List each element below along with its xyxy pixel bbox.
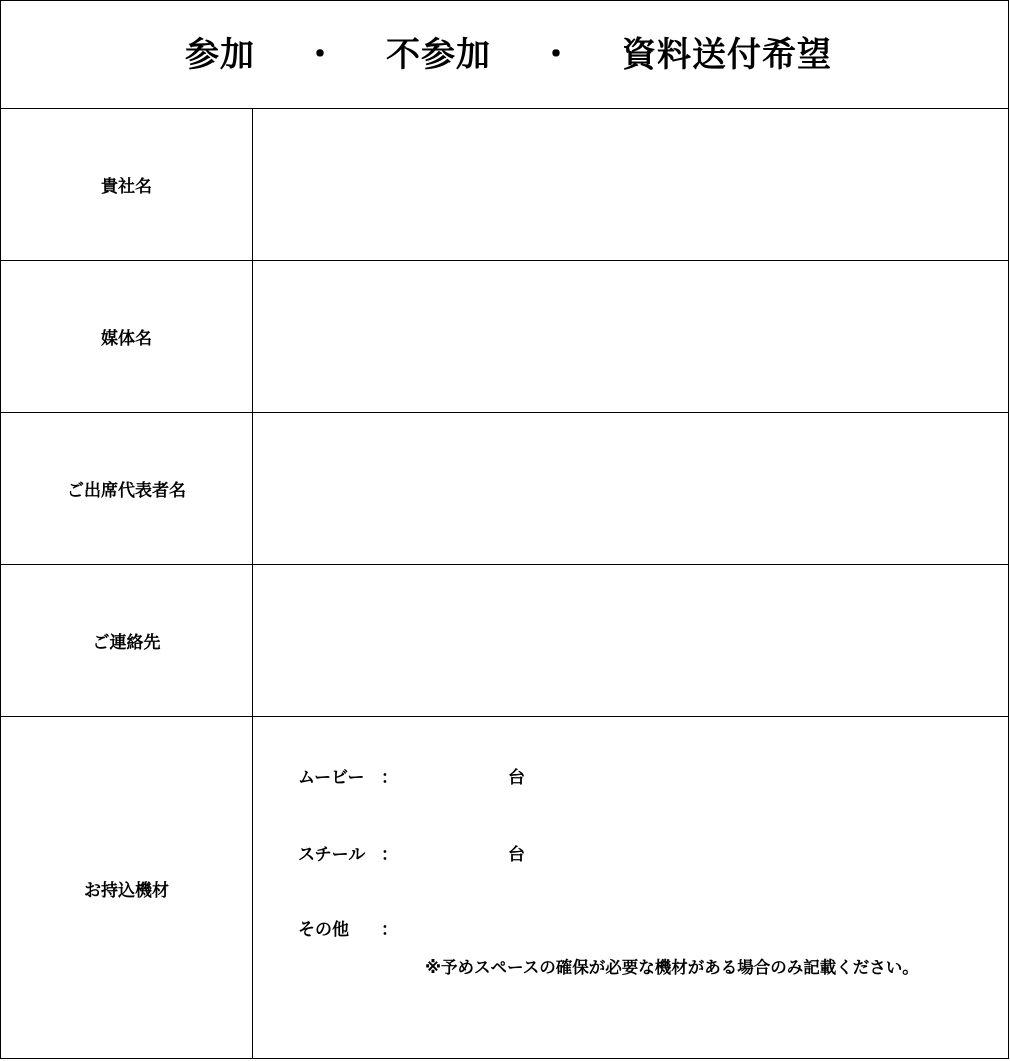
still-camera-colon: ： [381, 845, 398, 865]
movie-camera-unit: 台 [508, 768, 525, 788]
option-not-attend[interactable]: 不参加 [386, 34, 491, 75]
attendee-name-label: ご出席代表者名 [67, 481, 186, 501]
option-attend[interactable]: 参加 [185, 34, 255, 75]
equipment-label: お持込機材 [84, 880, 169, 901]
option-separator: ・ [539, 34, 574, 75]
other-equipment-label: その他 [298, 920, 349, 940]
contact-field[interactable] [253, 565, 1008, 716]
still-camera-count-field[interactable] [402, 837, 502, 863]
option-separator: ・ [303, 34, 338, 75]
option-request-materials[interactable]: 資料送付希望 [622, 34, 832, 75]
attendance-options-header [1, 1, 1008, 108]
still-camera-label: スチール [298, 845, 366, 865]
other-equipment-field[interactable] [402, 912, 962, 938]
movie-camera-count-field[interactable] [402, 760, 502, 786]
still-camera-unit: 台 [508, 845, 525, 865]
media-name-field[interactable] [253, 261, 1008, 412]
movie-camera-colon: ： [381, 768, 398, 788]
company-name-label: 貴社名 [101, 177, 152, 197]
attendee-name-field[interactable] [253, 413, 1008, 564]
contact-label: ご連絡先 [92, 633, 161, 653]
equipment-note: ※予めスペースの確保が必要な機材がある場合のみ記載ください。 [425, 958, 919, 977]
other-equipment-colon: ： [381, 920, 398, 940]
company-name-field[interactable] [253, 109, 1008, 260]
media-name-label: 媒体名 [101, 329, 152, 349]
movie-camera-label: ムービー [298, 768, 365, 788]
